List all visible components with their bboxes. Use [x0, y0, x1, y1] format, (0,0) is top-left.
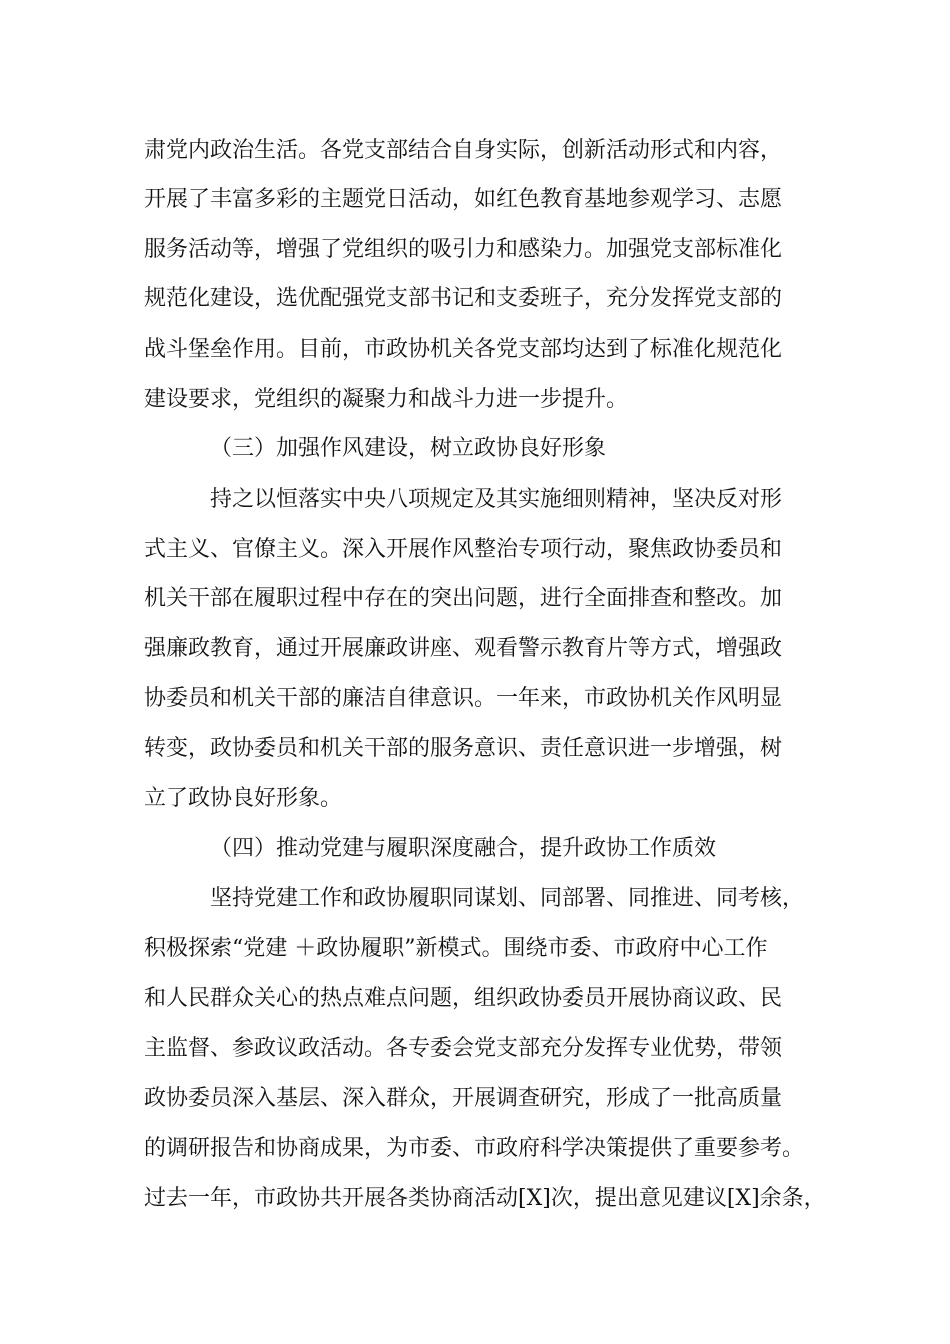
text-line: 强廉政教育，通过开展廉政讲座、观看警示教育片等方式，增强政 — [144, 636, 783, 661]
section-heading: （四）推动党建与履职深度融合，提升政协工作质效 — [210, 836, 717, 861]
text-line: 规范化建设，选优配强党支部书记和支委班子，充分发挥党支部的 — [144, 286, 783, 311]
text-line: 过去一年，市政协共开展各类协商活动[X]次，提出意见建议[X]余条， — [144, 1186, 826, 1211]
section-heading: （三）加强作风建设，树立政协良好形象 — [210, 436, 607, 461]
text-line: 政协委员深入基层、深入群众，开展调查研究，形成了一批高质量 — [144, 1086, 783, 1111]
text-line: 战斗堡垒作用。目前，市政协机关各党支部均达到了标准化规范化 — [144, 337, 783, 362]
text-line: 和人民群众关心的热点难点问题，组织政协委员开展协商议政、民 — [144, 986, 783, 1011]
text-line: 肃党内政治生活。各党支部结合自身实际，创新活动形式和内容， — [144, 138, 783, 163]
text-line: 积极探索“党建 ＋政协履职”新模式。围绕市委、市政府中心工作 — [144, 936, 768, 961]
text-line: 持之以恒落实中央八项规定及其实施细则精神，坚决反对形 — [210, 487, 783, 512]
text-line: 转变，政协委员和机关干部的服务意识、责任意识进一步增强，树 — [144, 736, 783, 761]
text-line: 开展了丰富多彩的主题党日活动，如红色教育基地参观学习、志愿 — [144, 187, 783, 212]
text-line: 协委员和机关干部的廉洁自律意识。一年来，市政协机关作风明显 — [144, 686, 783, 711]
text-line: 立了政协良好形象。 — [144, 786, 343, 811]
text-line: 机关干部在履职过程中存在的突出问题，进行全面排查和整改。加 — [144, 586, 783, 611]
text-line: 建设要求，党组织的凝聚力和战斗力进一步提升。 — [144, 387, 629, 412]
text-line: 服务活动等，增强了党组织的吸引力和感染力。加强党支部标准化 — [144, 237, 783, 262]
text-line: 主监督、参政议政活动。各专委会党支部充分发挥专业优势，带领 — [144, 1036, 783, 1061]
text-line: 的调研报告和协商成果，为市委、市政府科学决策提供了重要参考。 — [144, 1136, 805, 1161]
text-line: 坚持党建工作和政协履职同谋划、同部署、同推进、同考核， — [210, 886, 805, 911]
text-line: 式主义、官僚主义。深入开展作风整治专项行动，聚焦政协委员和 — [144, 537, 783, 562]
